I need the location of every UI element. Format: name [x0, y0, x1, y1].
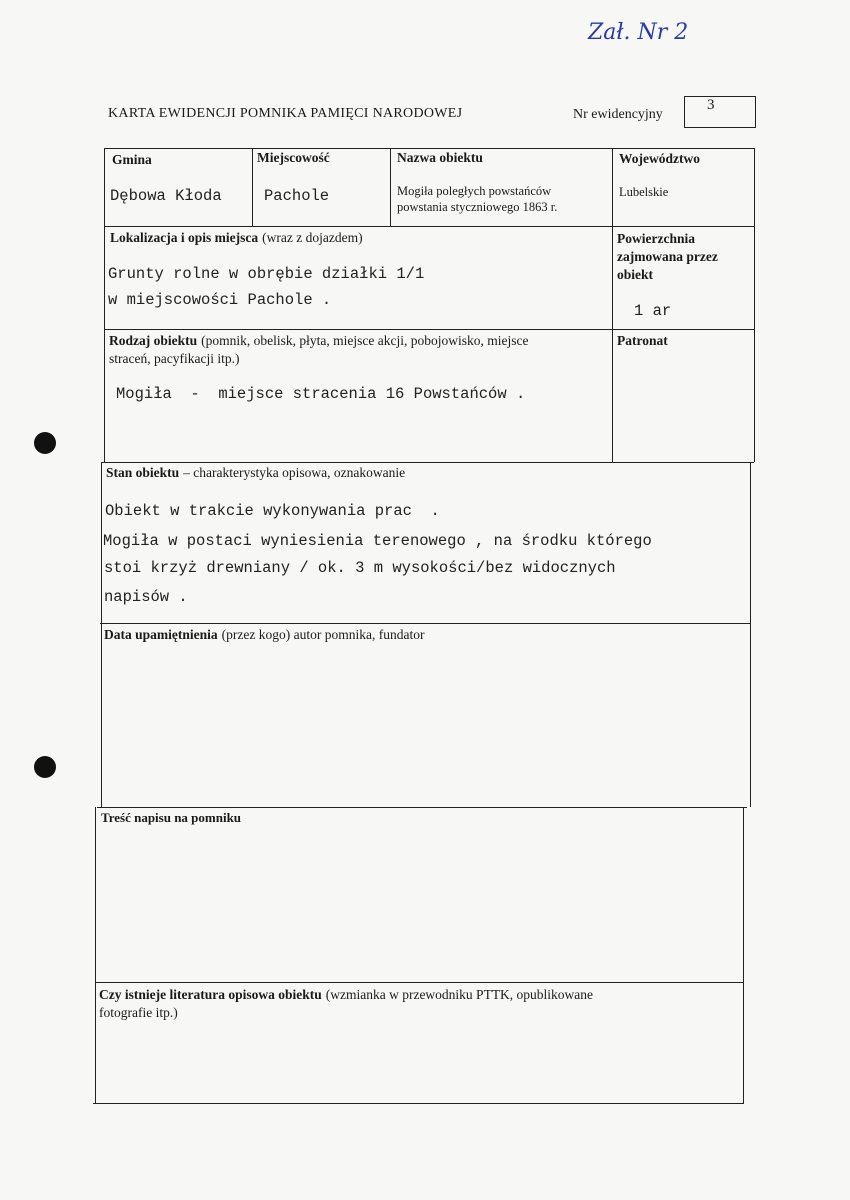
stan-label: Stan obiektu	[106, 465, 180, 480]
table-border-right-lower	[743, 807, 744, 1104]
wojewodztwo-value: Lubelskie	[619, 185, 669, 199]
col-divider-right	[612, 148, 613, 462]
handwritten-annex-note: Zał. Nr 2	[588, 20, 689, 45]
lokalizacja-value-line2: w miejscowości Pachole .	[108, 291, 332, 309]
registry-number-label: Nr ewidencyjny	[573, 107, 663, 122]
table-divider-row5	[97, 807, 747, 808]
col-divider-gmina	[252, 148, 253, 226]
tresc-napisu-label: Treść napisu na pomniku	[101, 810, 242, 825]
patronat-label: Patronat	[617, 333, 668, 348]
rodzaj-desc-line1: (pomnik, obelisk, płyta, miejsce akcji, pobojowisko, miejsce	[201, 333, 529, 348]
miejscowosc-value: Pachole	[264, 187, 330, 205]
table-divider-row1	[104, 226, 755, 227]
rodzaj-header	[109, 332, 609, 368]
miejscowosc-label: Miejscowość	[257, 150, 330, 165]
nazwa-obiektu-value-line2: powstania styczniowego 1863 r.	[397, 200, 558, 214]
rodzaj-label: Rodzaj obiektu	[109, 333, 198, 348]
data-upamietnienia-label: Data upamiętnienia	[104, 627, 218, 642]
rodzaj-desc-line2: straceń, pacyfikacji itp.)	[109, 351, 240, 366]
table-divider-row2	[104, 329, 755, 330]
table-border-right-upper	[754, 148, 755, 462]
registry-number-value: 3	[707, 97, 715, 113]
punch-hole-top	[34, 432, 56, 454]
table-divider-row3	[102, 462, 754, 463]
stan-value-line2: Mogiła w postaci wyniesienia terenowego , na środku którego	[103, 532, 652, 550]
registry-number-box[interactable]	[684, 96, 756, 128]
stan-header	[106, 464, 405, 482]
literatura-desc-line1: (wzmianka w przewodniku PTTK, opublikowane	[325, 987, 594, 1002]
nazwa-obiektu-label: Nazwa obiektu	[397, 150, 483, 165]
table-border-right-middle	[750, 462, 751, 807]
literatura-desc-line2: fotografie itp.)	[99, 1005, 178, 1020]
lokalizacja-value-line1: Grunty rolne w obrębie działki 1/1	[108, 265, 425, 283]
table-divider-row6	[95, 982, 744, 983]
table-border-left-lower	[95, 807, 96, 1104]
rodzaj-value: Mogiła - miejsce stracenia 16 Powstańców .	[116, 385, 526, 403]
wojewodztwo-label: Województwo	[619, 151, 700, 166]
lokalizacja-header	[110, 229, 363, 247]
punch-hole-bottom	[34, 756, 56, 778]
table-border-left-upper	[104, 148, 105, 462]
col-divider-miejscowosc	[390, 148, 391, 226]
powierzchnia-label-line2: zajmowana przez	[617, 249, 718, 264]
stan-desc: – charakterystyka opisowa, oznakowanie	[183, 465, 406, 480]
table-border-left-middle	[101, 462, 102, 807]
literatura-header	[99, 986, 739, 1022]
table-border-top	[104, 148, 755, 149]
stan-value-line1: Obiekt w trakcie wykonywania prac .	[105, 502, 440, 520]
data-upamietnienia-header	[104, 626, 424, 644]
powierzchnia-label	[617, 230, 718, 284]
lokalizacja-desc: (wraz z dojazdem)	[262, 230, 363, 245]
nazwa-obiektu-value-line1: Mogiła poległych powstańców	[397, 184, 552, 198]
table-border-bottom	[93, 1103, 743, 1104]
literatura-label: Czy istnieje literatura opisowa obiektu	[99, 987, 322, 1002]
lokalizacja-label: Lokalizacja i opis miejsca	[110, 230, 259, 245]
powierzchnia-label-line3: obiekt	[617, 267, 654, 282]
form-title: KARTA EWIDENCJI POMNIKA PAMIĘCI NARODOWEJ	[108, 106, 463, 121]
powierzchnia-label-line1: Powierzchnia	[617, 231, 695, 246]
data-upamietnienia-desc: (przez kogo) autor pomnika, fundator	[221, 627, 425, 642]
stan-value-line4: napisów .	[104, 588, 188, 606]
gmina-value: Dębowa Kłoda	[110, 187, 222, 205]
table-divider-row4	[100, 623, 750, 624]
powierzchnia-value: 1 ar	[634, 302, 672, 320]
gmina-label: Gmina	[112, 152, 152, 167]
stan-value-line3: stoi krzyż drewniany / ok. 3 m wysokości/bez widocznych	[104, 559, 616, 577]
